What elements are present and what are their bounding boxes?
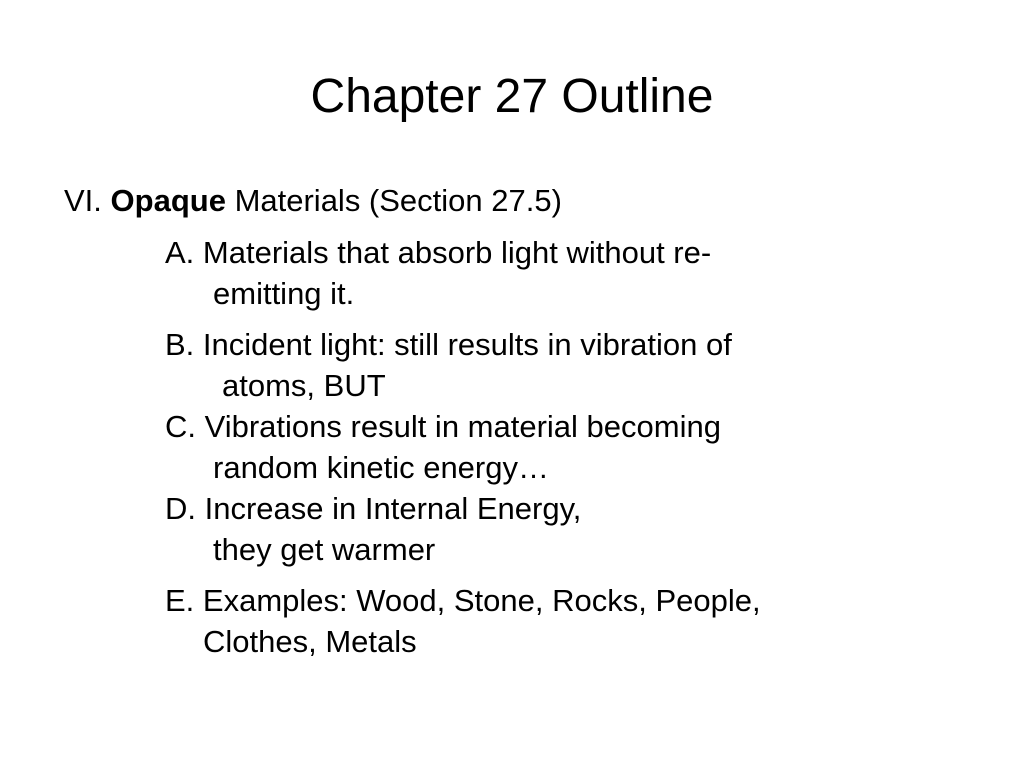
section-keyword: Opaque (110, 183, 226, 218)
outline-item-b-line-2: atoms, BUT (222, 368, 386, 403)
outline-item-c-line-2: random kinetic energy… (213, 450, 549, 485)
section-heading (64, 181, 562, 221)
outline-item-e-line-2: Clothes, Metals (203, 624, 417, 659)
section-number: VI. (64, 183, 102, 218)
outline-item-d-line-2: they get warmer (213, 532, 436, 567)
outline-item-a-line-2: emitting it. (213, 276, 355, 311)
outline-item-c-line-1: C. Vibrations result in material becoming (165, 409, 721, 444)
slide-title: Chapter 27 Outline (310, 70, 714, 123)
outline-item-d-line-1: D. Increase in Internal Energy, (165, 491, 582, 526)
section-title-rest: Materials (Section 27.5) (234, 183, 562, 218)
outline-item-e-line-1: E. Examples: Wood, Stone, Rocks, People, (165, 583, 761, 618)
outline-item-b-line-1: B. Incident light: still results in vibration of (165, 327, 732, 362)
outline-item-a-line-1: A. Materials that absorb light without re- (165, 235, 712, 270)
